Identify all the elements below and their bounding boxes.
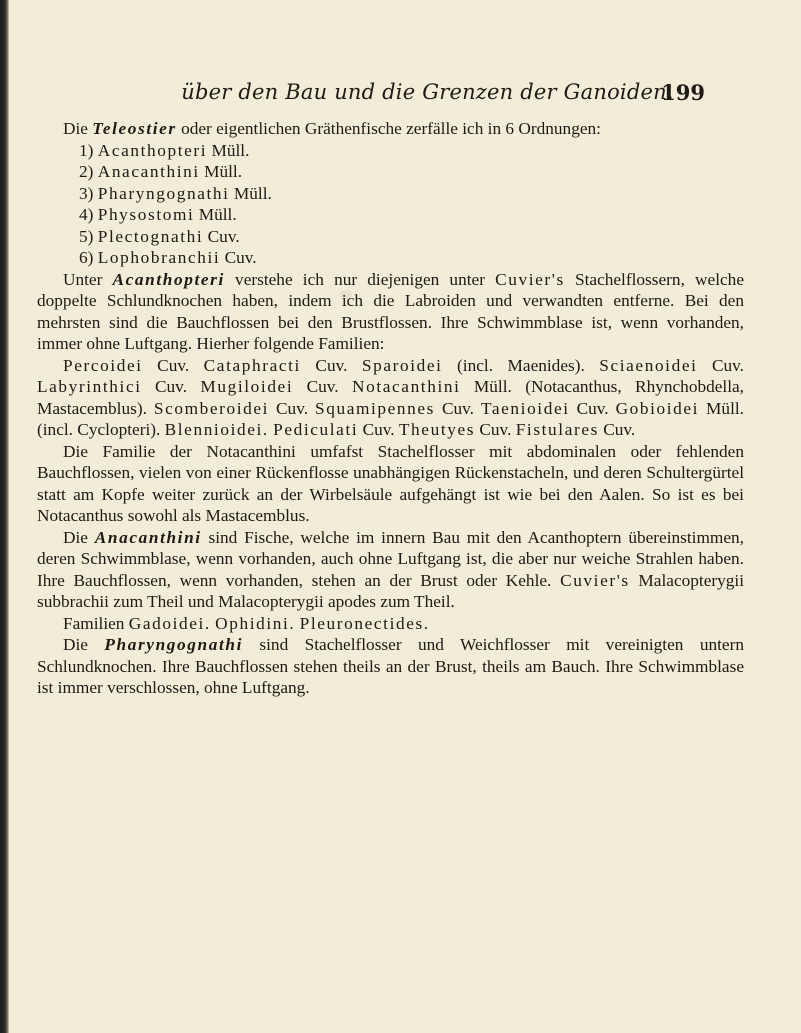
list-number: 6) <box>79 248 94 267</box>
notacanthini-paragraph: Die Familie der Notacanthini umfafst Stachelflosser mit abdominalen oder fehlenden Bauchflossen, vielen von einer Rückenflosse unabhängigen Rückenstacheln, und deren Schultergürtel statt am Kopfe weiter zurück an der Wirbelsäule aufgehängt ist wie bei den Aalen. So ist es bei Notacanthus sowohl als Mastacemblus. <box>37 441 744 525</box>
family-name: Blennioidei. <box>164 420 269 439</box>
list-item <box>79 183 744 205</box>
list-item <box>79 140 744 162</box>
family-name: Labyrinthici <box>37 377 142 396</box>
family-name: Cataphracti <box>203 355 301 375</box>
text: Familien <box>63 613 129 633</box>
intro-text: Die <box>63 119 93 138</box>
family-name: Ophidini. <box>215 613 296 633</box>
family-name: Pediculati <box>273 420 359 439</box>
family-name: Theutyes <box>398 420 476 439</box>
text: Cuv. <box>697 355 744 375</box>
order-authority: Müll. <box>233 183 272 203</box>
text: Cuv. <box>293 377 353 396</box>
family-name: Notacanthini <box>352 377 461 396</box>
text: Cuv. <box>141 377 201 396</box>
order-name: Acanthopteri <box>97 140 208 160</box>
order-authority: Müll. <box>198 205 237 224</box>
text: Müll. (incl. Cyclopteri). <box>37 398 744 439</box>
text: Cuv. <box>269 398 315 418</box>
text: Müll. (Notacanthus, Rhynchobdella, Mastacemblus). <box>37 377 744 418</box>
family-name: Gadoidei. <box>128 613 211 633</box>
intro-text-rest: oder eigentlichen Gräthenfische zerfälle ich in 6 Ordnungen: <box>176 119 601 138</box>
author-name: Cuvier's <box>495 269 565 289</box>
list-item <box>79 226 744 248</box>
text: sind Stachelflosser und Weichflosser mit vereinigten untern Schlundknochen. Ihre Bauchflossen stehen theils an der Brust, theils am Bauch. Ihre Schwimmblase ist immer verschlossen, ohne Luftgang. <box>37 635 744 697</box>
list-number: 4) <box>79 205 94 224</box>
family-name: Scomberoidei <box>153 398 270 418</box>
pharyngognathi-paragraph <box>37 634 744 699</box>
order-name: Pharyngognathi <box>97 183 230 203</box>
list-item <box>79 247 744 269</box>
family-name: Mugiloidei <box>200 377 294 396</box>
order-name: Plectognathi <box>97 226 204 246</box>
order-authority: Cuv. <box>224 248 257 267</box>
anacanthini-paragraph <box>37 527 744 613</box>
list-item <box>79 161 744 183</box>
text: Cuv. <box>435 398 481 418</box>
order-name: Physostomi <box>97 205 195 224</box>
family-name: Gobioidei <box>615 398 700 418</box>
page-body <box>37 118 744 699</box>
order-authority: Müll. <box>204 162 243 181</box>
text: (incl. Maenides). <box>442 355 600 375</box>
text: sind Fische, welche im innern Bau mit den Acanthoptern übereinstimmen, deren Schwimmblase, wenn vorhanden, auch ohne Luftgang ist, die aber nur weiche Strahlen haben. Ihre Bauchflossen, wenn vorhanden, stehen an der Brust oder Kehle. <box>37 527 744 590</box>
running-head <box>150 80 705 108</box>
text: Cuv. <box>300 355 362 375</box>
acanthopteri-paragraph <box>37 269 744 355</box>
list-number: 3) <box>79 183 94 203</box>
list-number: 2) <box>79 162 94 181</box>
text: Die <box>63 635 105 654</box>
list-number: 1) <box>79 140 94 160</box>
text: Cuv. <box>569 398 616 418</box>
term-anacanthini: Anacanthini <box>94 527 202 547</box>
term-teleostier: Teleostier <box>92 119 177 138</box>
family-name: Squamipennes <box>315 398 435 418</box>
order-name: Anacanthini <box>97 162 200 181</box>
text: Die <box>63 527 95 547</box>
term-pharyngognathi: Pharyngognathi <box>104 635 243 654</box>
text: Malacopterygii subbrachii zum Theil und Malacopterygii apodes zum Theil. <box>37 570 745 611</box>
families-paragraph <box>37 355 744 441</box>
family-name: Sciaenoidei <box>599 355 698 375</box>
running-title: über den Bau und die Grenzen der Ganoiden. <box>181 80 674 104</box>
family-name: Taenioidei <box>480 398 570 418</box>
text: Cuv. <box>358 420 399 439</box>
order-name: Lophobranchii <box>97 248 221 267</box>
text: Unter <box>63 269 113 289</box>
page-number: 199 <box>661 80 705 105</box>
text: Cuv. <box>598 420 636 439</box>
order-authority: Cuv. <box>207 226 240 246</box>
list-number: 5) <box>79 226 94 246</box>
text: Cuv. <box>142 355 204 375</box>
author-name: Cuvier's <box>560 570 630 590</box>
family-name: Pleuronectides. <box>299 613 430 633</box>
list-item <box>79 204 744 226</box>
text: verstehe ich nur diejenigen unter <box>224 269 496 289</box>
family-name: Percoidei <box>63 355 143 375</box>
term-acanthopteri: Acanthopteri <box>112 269 225 289</box>
order-list <box>37 140 744 269</box>
families-anacanthini-paragraph <box>37 613 744 635</box>
book-binding-edge <box>0 0 9 1033</box>
family-name: Sparoidei <box>361 355 443 375</box>
intro-paragraph <box>37 118 744 140</box>
family-name: Fistulares <box>515 420 599 439</box>
order-authority: Müll. <box>211 140 250 160</box>
text: Cuv. <box>475 420 516 439</box>
text: Stachelflossern, welche doppelte Schlundknochen haben, indem ich die Labroiden und verwandten entferne. Bei den mehrsten sind die Bauchflossen bei den Brustflossen. Ihre Schwimmblase ist, wenn vorhanden, immer ohne Luftgang. Hierher folgende Familien: <box>37 269 744 353</box>
